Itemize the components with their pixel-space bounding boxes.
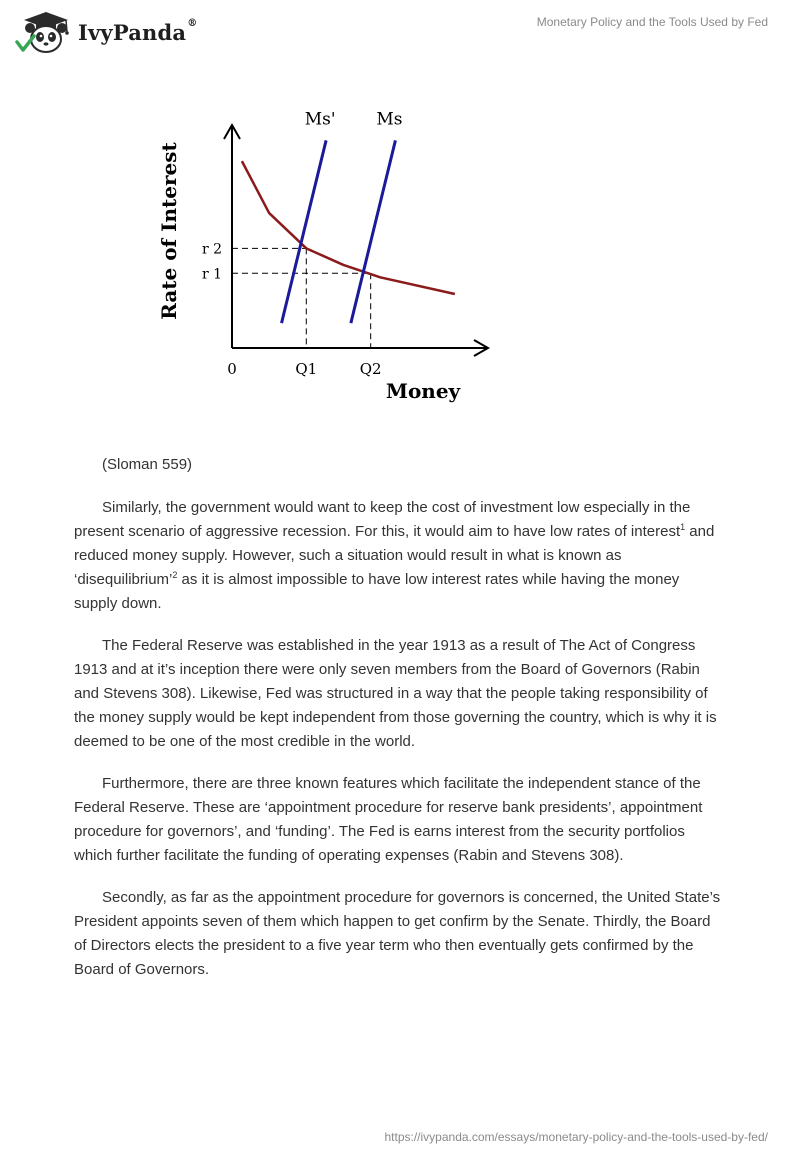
paragraph: Similarly, the government would want to keep the cost of investment low especially in the present scenario of aggressive recession. For this, it would aim to have low rates of interest$^1$ and reduced money supply. However, such a situation would result in what is known as ‘disequilibrium’$^2$ as it is almost impossible to have low interest rates while having the money supply down.: [74, 499, 715, 612]
ms-label: Ms: [376, 109, 403, 130]
brand-name[interactable]: IvyPanda®: [78, 18, 198, 45]
y-tick-label: r 2: [201, 241, 222, 258]
y-axis-title: Rate of Interest: [157, 142, 181, 320]
x-tick-label: Q2: [359, 360, 382, 378]
paragraph: Furthermore, there are three known features which facilitate the independent stance of the Federal Reserve. These are ‘appointment procedure for reserve bank presidents’, appointment procedure for governors’, and ‘funding’. The Fed is earns interest from the security portfolios which further facilitate the funding of operating expenses (Rabin and Stevens 308).: [74, 775, 703, 864]
document-title: Monetary Policy and the Tools Used by Fed: [536, 15, 768, 29]
chart-series: [242, 140, 455, 323]
origin-label: 0: [227, 360, 237, 378]
paragraph: The Federal Reserve was established in the year 1913 as a result of The Act of Congress 1913 and at it’s inception there were only seven members from the Board of Governors (Rabin and Stevens 308). Likewise, Fed was structured in a way that the people taking responsibility of the money supply would be kept independent from those governing the country, which is why it is deemed to be one of the most credible in the world.: [74, 637, 717, 750]
chart-labels: [157, 109, 462, 403]
money-demand-curve: [242, 161, 455, 294]
page-header: [0, 0, 800, 60]
x-axis-title: Money: [385, 379, 461, 403]
figure-caption: (Sloman 559): [102, 456, 193, 473]
essay-body: [74, 453, 726, 1000]
money-supply-ms-line: [351, 140, 396, 323]
footnote-ref[interactable]: 2: [172, 570, 178, 580]
y-tick-label: r 1: [201, 266, 222, 283]
x-tick-label: Q1: [295, 360, 318, 378]
ms-prime-label: Ms': [304, 109, 336, 130]
paragraph: Secondly, as far as the appointment procedure for governors is concerned, the United State’s President appoints seven of them which happen to get confirm by the Senate. Thirdly, the Board of Directors elects the president to a five year term who then eventually gets confirmed by the Board of Governors.: [74, 889, 721, 978]
source-url[interactable]: https://ivypanda.com/essays/monetary-policy-and-the-tools-used-by-fed/: [384, 1130, 768, 1144]
chart-axes: [224, 125, 488, 356]
panda-logo-icon[interactable]: [14, 8, 74, 56]
footnote-ref[interactable]: 1: [680, 522, 686, 532]
chart-guides: [232, 248, 371, 348]
money-market-chart: [150, 95, 500, 410]
